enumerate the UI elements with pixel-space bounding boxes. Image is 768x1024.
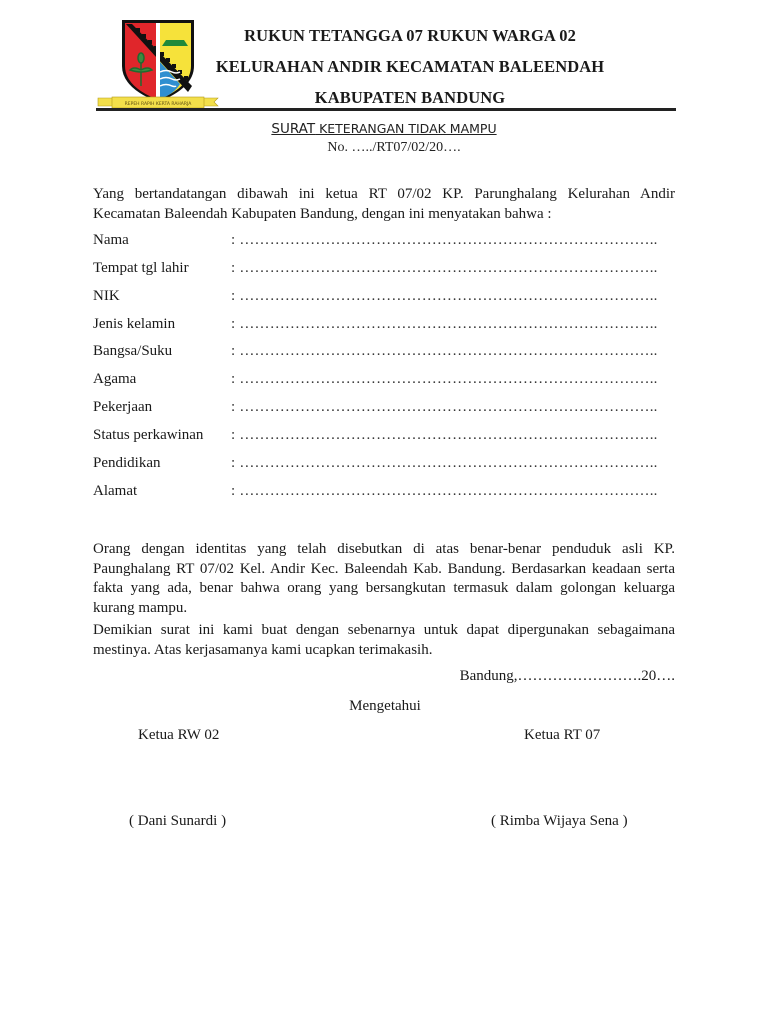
field-bangsa-suku <box>93 343 675 363</box>
field-label: Status perkawinan <box>93 427 204 443</box>
field-jenis-kelamin <box>93 316 675 336</box>
field-label: Jenis kelamin <box>93 316 176 332</box>
place-date: Bandung,…………………….20…. <box>459 668 675 684</box>
letterhead-divider <box>96 108 676 111</box>
field-value: : ……………………………………………………………………….. <box>231 399 658 415</box>
document-number: No. …../RT07/02/20…. <box>327 140 461 155</box>
field-value: : ……………………………………………………………………….. <box>231 260 658 276</box>
field-pendidikan <box>93 455 675 475</box>
field-label: NIK <box>93 288 120 304</box>
field-label: Tempat tgl lahir <box>93 260 189 276</box>
field-nik <box>93 288 675 308</box>
letterhead-line-3: KABUPATEN BANDUNG <box>314 88 506 107</box>
signature-name-rt: ( Rimba Wijaya Sena ) <box>491 813 628 829</box>
letterhead-line-2: KELURAHAN ANDIR KECAMATAN BALEENDAH <box>215 57 605 76</box>
field-alamat <box>93 483 675 503</box>
document-title-part1: SURAT <box>271 121 316 137</box>
closing-paragraph: Orang dengan identitas yang telah disebutkan di atas benar-benar penduduk asli KP. Paunghalang RT 07/02 Kel. Andir Kec. Baleendah Kab. Bandung. Berdasarkan keadaan serta fakta yang ada, benar bahwa orang yang bersangkutan termasuk dalam golongan keluarga kurang mampu. <box>93 541 675 616</box>
field-value: : ……………………………………………………………………….. <box>231 343 658 359</box>
field-value: : ……………………………………………………………………….. <box>231 483 658 499</box>
field-value: : ……………………………………………………………………….. <box>231 371 658 387</box>
document-title <box>200 121 568 137</box>
field-label: Alamat <box>93 483 138 499</box>
field-label: Agama <box>93 371 137 387</box>
signature-name-rw: ( Dani Sunardi ) <box>129 813 227 829</box>
field-value: : ……………………………………………………………………….. <box>231 316 658 332</box>
signature-role-rt: Ketua RT 07 <box>524 727 601 743</box>
field-label: Nama <box>93 232 129 248</box>
field-value: : ……………………………………………………………………….. <box>231 455 658 471</box>
field-status-perkawinan <box>93 427 675 447</box>
field-nama <box>93 232 675 252</box>
field-value: : ……………………………………………………………………….. <box>231 288 658 304</box>
field-value: : ……………………………………………………………………….. <box>231 427 658 443</box>
final-paragraph: Demikian surat ini kami buat dengan sebenarnya untuk dapat dipergunakan sebagaimana mestinya. Atas kerjasamanya kami ucapkan terimakasih. <box>93 622 675 658</box>
letterhead-line-1: RUKUN TETANGGA 07 RUKUN WARGA 02 <box>244 26 576 45</box>
field-tempat-tgl-lahir <box>93 260 675 280</box>
field-value: : ……………………………………………………………………….. <box>231 232 658 248</box>
field-agama <box>93 371 675 391</box>
document-title-part2: KETERANGAN TIDAK MAMPU <box>315 121 497 136</box>
field-label: Pekerjaan <box>93 399 153 415</box>
acknowledged-label: Mengetahui <box>349 698 421 714</box>
field-label: Bangsa/Suku <box>93 343 173 359</box>
signature-role-rw: Ketua RW 02 <box>138 727 220 743</box>
logo-motto: REPEH RAPIH KERTA RAHARJA <box>124 102 192 107</box>
field-label: Pendidikan <box>93 455 161 471</box>
field-pekerjaan <box>93 399 675 419</box>
intro-paragraph: Yang bertandatangan dibawah ini ketua RT 07/02 KP. Parunghalang Kelurahan Andir Kecamatan Baleendah Kabupaten Bandung, dengan ini menyatakan bahwa : <box>93 186 675 222</box>
